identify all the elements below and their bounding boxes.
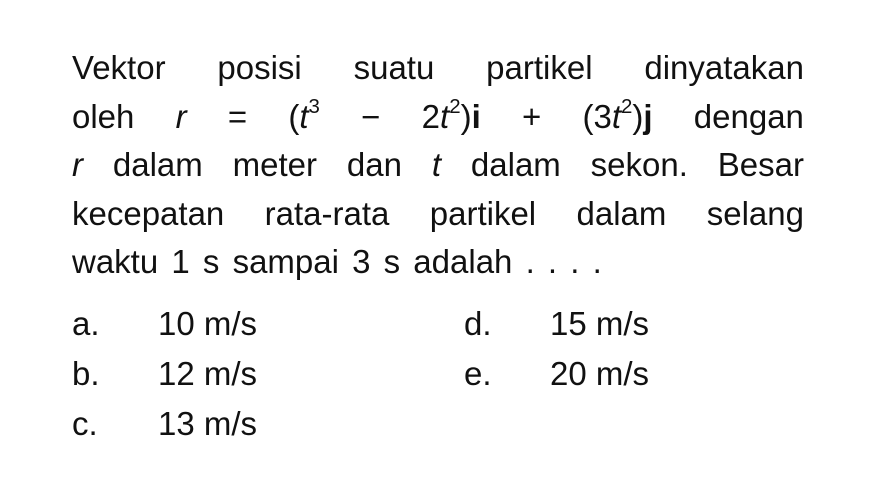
plus-sign: +	[521, 97, 542, 135]
option-c-value: 13 m/s	[158, 405, 258, 442]
question-text	[72, 44, 804, 287]
question-line-1	[72, 44, 804, 93]
unit-vector-j: j	[643, 97, 653, 135]
exponent-3: 3	[308, 95, 320, 119]
term-3	[583, 93, 653, 142]
option-e-value: 20 m/s	[550, 355, 650, 392]
option-e[interactable]	[464, 350, 649, 398]
position-vector-equation	[72, 93, 804, 142]
paren-open-2: (3	[582, 97, 612, 135]
var-r-line3: r	[72, 146, 83, 183]
paren-open-1: (	[288, 97, 300, 135]
option-d[interactable]	[464, 300, 649, 348]
option-d-letter: d.	[464, 305, 492, 342]
minus-sign: −	[361, 97, 381, 135]
question-line-4	[72, 190, 804, 239]
question-line-5	[72, 238, 804, 287]
question-line-3	[72, 141, 804, 190]
option-a[interactable]	[72, 300, 257, 348]
word-dengan: dengan	[693, 97, 804, 135]
unit-vector-i: i	[471, 97, 481, 135]
option-c-letter: c.	[72, 405, 98, 442]
var-t-line3: t	[431, 146, 442, 183]
question-line-1-text: Vektor posisi suatu partikel dinyatakan	[72, 49, 804, 86]
option-a-letter: a.	[72, 305, 100, 342]
term-2	[422, 93, 481, 142]
option-e-letter: e.	[464, 355, 492, 392]
option-d-value: 15 m/s	[550, 305, 650, 342]
var-t-2: t	[440, 97, 450, 135]
question-line-5-text: waktu 1 s sampai 3 s adalah . . . .	[72, 243, 602, 280]
option-b-value: 12 m/s	[158, 355, 258, 392]
word-oleh: oleh	[72, 97, 135, 135]
paren-close-1: )	[460, 97, 472, 135]
option-c[interactable]	[72, 400, 257, 448]
option-a-value: 10 m/s	[158, 305, 258, 342]
line3-mid: dalam meter dan	[83, 146, 432, 183]
question-line-4-text: kecepatan rata-rata partikel dalam selang	[72, 194, 804, 232]
equals-sign: =	[227, 97, 248, 135]
paren-close-2: )	[632, 97, 644, 135]
term-1	[288, 93, 320, 142]
exponent-2: 2	[449, 95, 461, 119]
option-b[interactable]	[72, 350, 257, 398]
exponent-2b: 2	[621, 95, 633, 119]
var-t-1: t	[299, 97, 309, 135]
var-t-3: t	[611, 97, 622, 135]
var-r: r	[175, 97, 187, 135]
line3-end: dalam sekon. Besar	[441, 146, 804, 183]
coef-2: 2	[421, 97, 441, 135]
option-b-letter: b.	[72, 355, 100, 392]
